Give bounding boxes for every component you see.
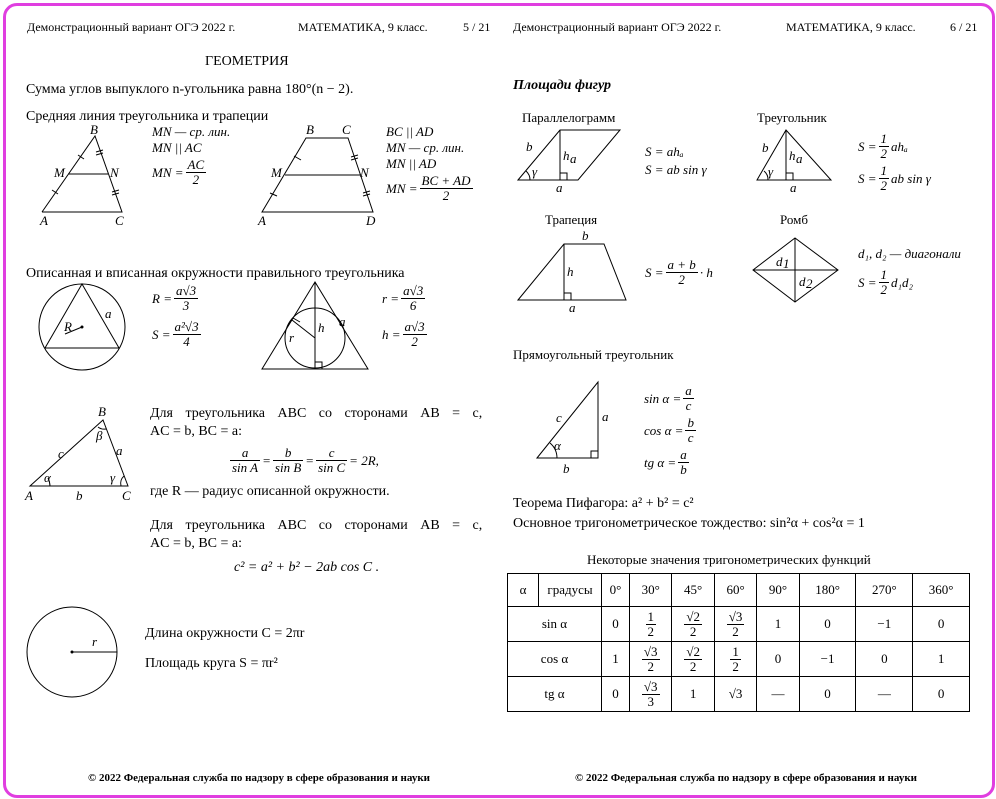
sines-text-l1: Для треугольника ABC со сторонами AB = c, xyxy=(150,406,483,421)
svg-text:r: r xyxy=(289,330,295,345)
footer-left: © 2022 Федеральная служба по надзору в сфере образования и науки xyxy=(88,772,431,784)
sines-text-l2: AC = b, BC = a: xyxy=(150,424,243,439)
svg-text:h: h xyxy=(789,148,796,163)
rhombus-diagonals: d₁, d₂ — диагонали xyxy=(858,246,961,261)
svg-text:b: b xyxy=(582,228,589,243)
svg-text:d: d xyxy=(799,274,806,289)
table-cell: −1 xyxy=(799,642,856,677)
table-header-cell: 30° xyxy=(630,574,672,607)
fraction-value: $\frac{√2}{2}$ xyxy=(686,643,700,674)
fraction-value: $\frac{√2}{2}$ xyxy=(686,608,700,639)
table-cell: 0 xyxy=(913,607,970,642)
svg-text:R: R xyxy=(64,319,72,334)
svg-text:a: a xyxy=(339,314,346,329)
table-cell xyxy=(630,642,672,677)
row-label-sin: sin α xyxy=(508,607,602,642)
midline-title: Средняя линия треугольника и трапеции xyxy=(26,109,269,124)
svg-text:a: a xyxy=(790,180,797,195)
table-cell: 0 xyxy=(602,677,630,712)
circ-h-formula: h = $\frac{a√3}{2}$ xyxy=(382,319,425,349)
table-cell: 0 xyxy=(913,677,970,712)
svg-text:b: b xyxy=(762,140,769,155)
row-label-cos: cos α xyxy=(508,642,602,677)
parallelogram-formula-1: S = ahₐ xyxy=(645,144,684,159)
table-cell: 1 xyxy=(602,642,630,677)
geometry-heading: ГЕОМЕТРИЯ xyxy=(205,54,289,69)
fraction-value: $\frac{1}{2}$ xyxy=(732,643,739,674)
trap-midline-lhs: MN = xyxy=(386,180,418,196)
fraction-value: $\frac{√3}{2}$ xyxy=(728,608,743,639)
triangle-area-formula-1: S = $\frac{1}{2}$ ahₐ xyxy=(858,131,908,161)
svg-text:β: β xyxy=(96,428,103,443)
table-cell: 0 xyxy=(757,642,799,677)
svg-text:M: M xyxy=(271,165,282,180)
sin-definition: sin α = $\frac{a}{c}$ xyxy=(644,383,692,413)
cosine-law-formula: c² = a² + b² − 2ab cos C . xyxy=(234,560,380,575)
svg-text:γ: γ xyxy=(110,470,116,485)
circles-title: Описанная и вписанная окружности правильного треугольника xyxy=(26,266,405,281)
table-header-cell: 0° xyxy=(602,574,630,607)
cos-text-l2: AC = b, BC = a: xyxy=(150,536,243,551)
table-cell xyxy=(714,607,756,642)
svg-text:a: a xyxy=(602,409,609,424)
svg-text:N: N xyxy=(360,165,369,180)
svg-text:B: B xyxy=(90,122,98,137)
areas-title: Площади фигур xyxy=(513,78,611,93)
tri-midline-den: 2 xyxy=(192,172,200,187)
table-cell: — xyxy=(757,677,799,712)
table-header-cell: 360° xyxy=(913,574,970,607)
trapezoid-area-formula: S = $\frac{a + b}{2}$ · h xyxy=(645,257,713,287)
circle-area-formula: Площадь круга S = πr² xyxy=(145,656,278,671)
table-row-tg xyxy=(508,677,970,712)
circ-S-formula: S = $\frac{\text{a²√3}}{4}$ xyxy=(152,319,199,349)
table-cell xyxy=(630,607,672,642)
trig-identity: Основное тригонометрическое тождество: sin²α + cos²α = 1 xyxy=(513,516,865,531)
svg-text:γ: γ xyxy=(768,164,774,179)
header-left-page: 5 / 21 xyxy=(463,20,491,34)
footer-right: © 2022 Федеральная служба по надзору в сфере образования и науки xyxy=(575,772,918,784)
tri-midline-l2: MN || AC xyxy=(152,140,202,155)
parallelogram-formula-2: S = ab sin γ xyxy=(645,162,707,177)
trap-midline-den: 2 xyxy=(442,188,450,203)
table-cell xyxy=(714,642,756,677)
svg-text:b: b xyxy=(526,139,533,154)
table-cell: 1 xyxy=(672,677,714,712)
trap-midline-l3: MN || AD xyxy=(386,156,437,171)
svg-text:a: a xyxy=(569,300,576,315)
svg-text:r: r xyxy=(92,634,98,649)
circ-R-formula: R = $\frac{a√3}{3}$ xyxy=(152,283,197,313)
table-header-cell: 90° xyxy=(757,574,799,607)
rhombus-label: Ромб xyxy=(780,212,808,227)
trap-midline-l1: BC || AD xyxy=(386,124,434,139)
fraction-value: $\frac{√3}{3}$ xyxy=(643,678,658,709)
svg-text:A: A xyxy=(258,213,266,228)
svg-text:M: M xyxy=(54,165,65,180)
tri-midline-num: AC xyxy=(187,157,205,172)
trig-values-table xyxy=(507,573,970,712)
svg-text:b: b xyxy=(563,461,570,476)
circumference-formula: Длина окружности C = 2πr xyxy=(145,626,305,641)
pythagoras-theorem: Теорема Пифагора: a² + b² = c² xyxy=(513,496,694,511)
svg-text:C: C xyxy=(342,122,351,137)
svg-text:A: A xyxy=(25,488,33,503)
table-header-cell: 60° xyxy=(714,574,756,607)
tri-midline-l1: MN — ср. лин. xyxy=(152,124,231,139)
table-cell: — xyxy=(856,677,913,712)
svg-text:a: a xyxy=(556,180,563,195)
table-cell: 1 xyxy=(913,642,970,677)
header-right-title: Демонстрационный вариант ОГЭ 2022 г. xyxy=(513,20,722,34)
table-cell: √3 xyxy=(714,677,756,712)
svg-text:h: h xyxy=(567,264,574,279)
fraction-value: $\frac{√3}{2}$ xyxy=(643,643,658,674)
svg-text:a: a xyxy=(116,443,123,458)
trig-table-title: Некоторые значения тригонометрических функций xyxy=(587,552,871,567)
table-header-cell: α xyxy=(508,574,539,607)
svg-text:d: d xyxy=(776,254,783,269)
circ-r-formula: r = $\frac{a√3}{6}$ xyxy=(382,283,424,313)
header-right-subject: МАТЕМАТИКА, 9 класс. xyxy=(786,20,916,34)
table-header-cell: 180° xyxy=(799,574,856,607)
table-row-cos xyxy=(508,642,970,677)
svg-text:α: α xyxy=(44,470,51,485)
right-triangle-title: Прямоугольный треугольник xyxy=(513,347,674,362)
polygon-angle-sum: Сумма углов выпуклого n-угольника равна 180°(n − 2). xyxy=(26,82,354,97)
svg-text:C: C xyxy=(115,213,124,228)
cos-definition: cos α = $\frac{b}{c}$ xyxy=(644,415,694,445)
table-cell xyxy=(630,677,672,712)
svg-text:A: A xyxy=(40,213,48,228)
svg-text:C: C xyxy=(122,488,131,503)
table-cell: 1 xyxy=(757,607,799,642)
table-cell: 0 xyxy=(856,642,913,677)
svg-text:γ: γ xyxy=(532,164,538,179)
svg-text:N: N xyxy=(110,165,119,180)
table-header-cell: градусы xyxy=(539,574,602,607)
header-left-subject: МАТЕМАТИКА, 9 класс. xyxy=(298,20,428,34)
trapezoid-label: Трапеция xyxy=(545,212,598,227)
svg-text:B: B xyxy=(98,404,106,419)
table-cell: −1 xyxy=(856,607,913,642)
header-left-title: Демонстрационный вариант ОГЭ 2022 г. xyxy=(27,20,236,34)
table-cell: 0 xyxy=(799,607,856,642)
table-cell xyxy=(672,607,714,642)
svg-text:c: c xyxy=(556,410,562,425)
svg-text:2: 2 xyxy=(806,276,813,291)
header-right-page: 6 / 21 xyxy=(950,20,978,34)
rhombus-area-formula: S = $\frac{1}{2}$ d₁d₂ xyxy=(858,267,914,297)
table-row-sin xyxy=(508,607,970,642)
trap-midline-l2: MN — ср. лин. xyxy=(386,140,465,155)
table-header-row xyxy=(508,574,970,607)
svg-text:1: 1 xyxy=(783,256,790,271)
table-header-cell: 45° xyxy=(672,574,714,607)
cos-text-l1: Для треугольника ABC со сторонами AB = c, xyxy=(150,518,483,533)
trap-midline-num: BC + AD xyxy=(421,173,471,188)
svg-text:a: a xyxy=(570,151,577,166)
table-cell: 0 xyxy=(799,677,856,712)
svg-text:a: a xyxy=(105,306,112,321)
svg-text:h: h xyxy=(318,320,325,335)
tri-midline-lhs: MN = xyxy=(152,164,184,180)
svg-text:b: b xyxy=(76,488,83,503)
svg-text:a: a xyxy=(796,151,803,166)
svg-text:h: h xyxy=(563,148,570,163)
svg-text:c: c xyxy=(58,446,64,461)
row-label-tg: tg α xyxy=(508,677,602,712)
trap-midline-formula xyxy=(386,174,473,203)
table-cell xyxy=(672,642,714,677)
table-header-cell: 270° xyxy=(856,574,913,607)
tg-definition: tg α = $\frac{a}{b}$ xyxy=(644,447,687,477)
triangle-label: Треугольник xyxy=(757,110,827,125)
sines-formula: $\frac{a}{\text{sin A}}$ = $\frac{b}{\text{sin B}}$ = $\frac{c}{\text{sin C}}$ = 2R, xyxy=(232,445,379,475)
sines-note: где R — радиус описанной окружности. xyxy=(150,484,390,499)
triangle-area-formula-2: S = $\frac{1}{2}$ ab sin γ xyxy=(858,163,931,193)
table-cell: 0 xyxy=(602,607,630,642)
tri-midline-formula xyxy=(152,158,206,187)
svg-text:α: α xyxy=(554,438,561,453)
svg-text:B: B xyxy=(306,122,314,137)
svg-text:D: D xyxy=(366,213,376,228)
parallelogram-label: Параллелограмм xyxy=(522,110,616,125)
fraction-value: $\frac{1}{2}$ xyxy=(647,608,654,639)
